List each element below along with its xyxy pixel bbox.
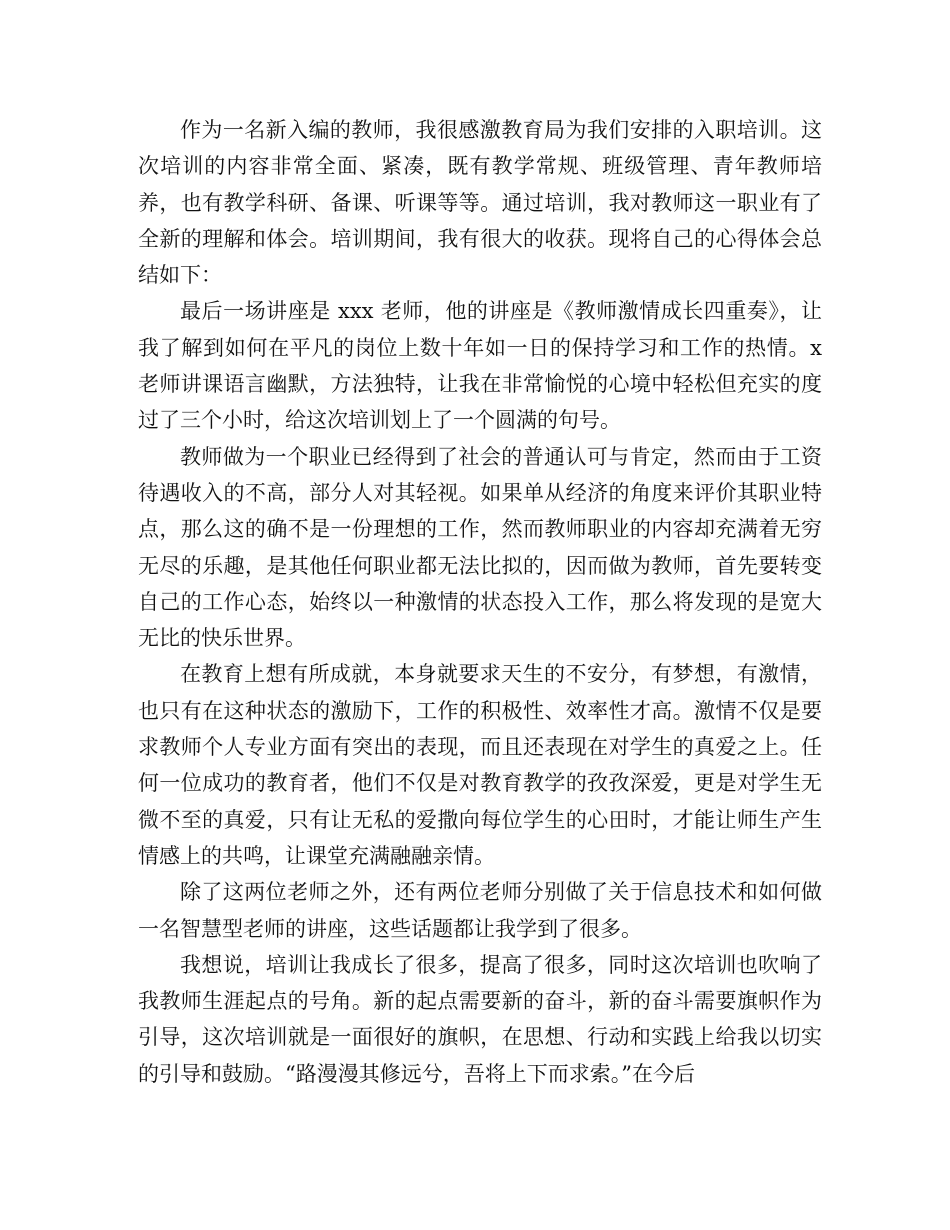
paragraph-3: 教师做为一个职业已经得到了社会的普通认可与肯定，然而由于工资待遇收入的不高，部分人对其轻视。如果单从经济的角度来评价其职业特点，那么这的确不是一份理想的工作，然而教师职业的内容却充满着无穷无尽的乐趣，是其他任何职业都无法比拟的，因而做为教师，首先要转变自己的工作心态，始终以一种激情的状态投入工作，那么将发现的是宽大无比的快乐世界。 xyxy=(138,444,822,651)
paragraph-1: 作为一名新入编的教师，我很感激教育局为我们安排的入职培训。这次培训的内容非常全面、紧凑，既有教学常规、班级管理、青年教师培养，也有教学科研、备课、听课等等。通过培训，我对教师这一职业有了全新的理解和体会。培训期间，我有很大的收获。现将自己的心得体会总结如下： xyxy=(138,118,822,288)
paragraph-2: 最后一场讲座是 xxx 老师，他的讲座是《教师激情成长四重奏》，让我了解到如何在平凡的岗位上数十年如一日的保持学习和工作的热情。x 老师讲课语言幽默，方法独特，让我在非常愉悦的心境中轻松但充实的度过了三个小时，给这次培训划上了一个圆满的句号。 xyxy=(138,299,822,433)
paragraph-5: 除了这两位老师之外，还有两位老师分别做了关于信息技术和如何做一名智慧型老师的讲座，这些话题都让我学到了很多。 xyxy=(138,880,822,941)
document-body xyxy=(138,112,822,1092)
paragraph-4: 在教育上想有所成就，本身就要求天生的不安分，有梦想，有激情，也只有在这种状态的激励下，工作的积极性、效率性才高。激情不仅是要求教师个人专业方面有突出的表现，而且还表现在对学生的真爱之上。任何一位成功的教育者，他们不仅是对教育教学的孜孜深爱，更是对学生无微不至的真爱，只有让无私的爱撒向每位学生的心田时，才能让师生产生情感上的共鸣，让课堂充满融融亲情。 xyxy=(138,662,822,868)
paragraph-6: 我想说，培训让我成长了很多，提高了很多，同时这次培训也吹响了我教师生涯起点的号角。新的起点需要新的奋斗，新的奋斗需要旗帜作为引导，这次培训就是一面很好的旗帜，在思想、行动和实践上给我以切实的引导和鼓励。“路漫漫其修远兮，吾将上下而求索。”在今后 xyxy=(138,952,822,1086)
